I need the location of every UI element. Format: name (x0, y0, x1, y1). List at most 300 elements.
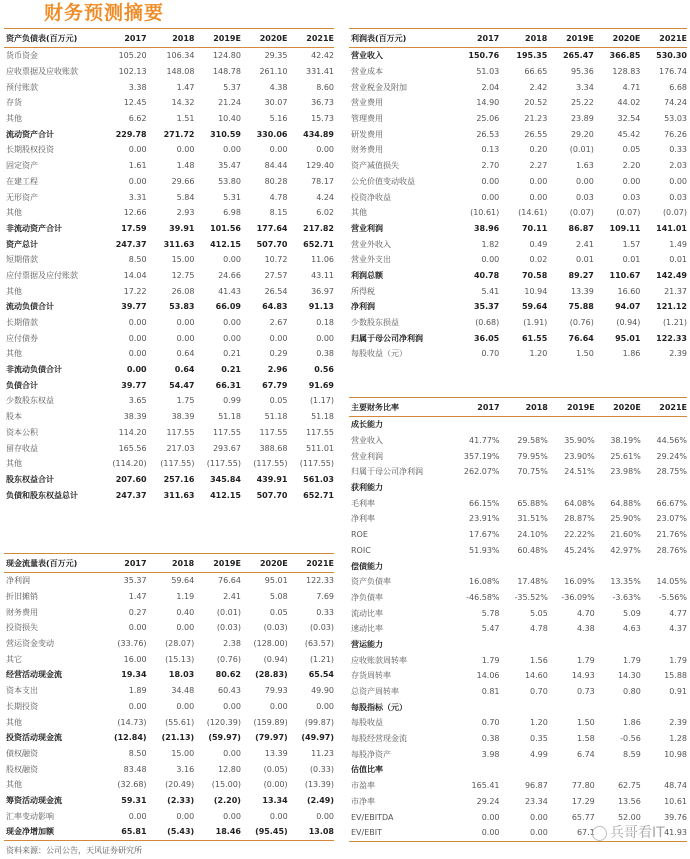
row-label: EV/EBITDA (351, 812, 394, 822)
row-value: 23.89 (570, 114, 594, 124)
row-value: 434.89 (303, 129, 334, 139)
table-row (349, 684, 687, 700)
table-row (4, 299, 334, 315)
row-value (595, 762, 641, 778)
row-value: 43.11 (311, 270, 334, 280)
row-label: 成长能力 (351, 420, 383, 430)
row-value: 652.71 (303, 239, 334, 249)
table-row (4, 472, 334, 488)
table-row (349, 205, 687, 221)
row-label: 毛利率 (351, 498, 375, 508)
table-title: 资产负债表(百万元) (4, 29, 103, 48)
table-row (4, 221, 334, 237)
row-value: 5.37 (223, 82, 241, 92)
row-value: 10.98 (664, 749, 687, 759)
table-row (4, 824, 334, 840)
row-label: 投资净收益 (351, 192, 391, 202)
row-value: 86.87 (568, 223, 594, 233)
row-value: 38.39 (171, 412, 195, 422)
row-value: 117.55 (259, 427, 288, 437)
table-row (4, 699, 334, 715)
row-value: 0.73 (576, 687, 595, 697)
row-value: 0.00 (455, 825, 500, 841)
row-label: 无形资产 (6, 192, 38, 202)
table-row (4, 761, 334, 777)
row-value: 12.45 (123, 98, 147, 108)
section-header-row (349, 558, 687, 574)
row-value: 0.00 (128, 623, 147, 633)
table-row (4, 487, 334, 503)
row-value: (0.01) (569, 145, 594, 155)
row-value: 0.00 (530, 812, 548, 822)
row-value: (5.43) (147, 824, 195, 840)
row-value: 330.06 (256, 129, 288, 139)
row-value: (117.55) (206, 459, 241, 469)
table-row (4, 425, 334, 441)
row-value: 0.00 (481, 176, 500, 186)
row-value: 35.90% (564, 436, 595, 446)
row-value: 66.31 (215, 380, 241, 390)
row-value: 17.59 (121, 223, 147, 233)
row-value: (15.13) (165, 654, 195, 664)
row-label: 营业外支出 (351, 255, 391, 265)
row-value: 51.93% (469, 545, 500, 555)
row-value: 0.00 (622, 176, 641, 186)
row-value (455, 480, 500, 496)
row-value: 247.37 (115, 490, 147, 500)
row-value: 102.13 (118, 67, 147, 77)
row-label: 投资活动现金流 (6, 733, 62, 743)
section-header-row (349, 762, 687, 778)
row-value: 14.93 (571, 671, 595, 681)
table-row (349, 778, 687, 794)
row-value: (0.03) (216, 623, 241, 633)
table-row (349, 346, 687, 362)
row-value: 65.88% (517, 498, 548, 508)
row-value: 91.13 (308, 302, 334, 312)
row-value: (117.55) (160, 459, 195, 469)
row-value: 4.38 (576, 624, 595, 634)
row-value: 2.04 (481, 82, 500, 92)
row-value: (1.91) (523, 318, 548, 328)
row-value: (120.39) (206, 717, 241, 727)
row-value: 17.22 (123, 286, 147, 296)
table-row (4, 126, 334, 142)
table-row (349, 299, 687, 315)
row-value: 0.99 (223, 396, 241, 406)
row-label: 营业成本 (351, 67, 383, 77)
row-value (595, 480, 641, 496)
row-value: 28.87% (564, 514, 595, 524)
row-value: 62.75 (617, 781, 641, 791)
row-value: 94.07 (615, 302, 641, 312)
row-label: 非流动负债合计 (6, 365, 62, 375)
row-value: 34.48 (171, 686, 195, 696)
row-value: (59.97) (208, 733, 241, 743)
row-value: 1.57 (622, 239, 641, 249)
row-value: 17.67% (469, 530, 500, 540)
row-label: EV/EBIT (349, 825, 455, 841)
table-row (4, 79, 334, 95)
row-value (455, 637, 500, 653)
row-value: 12.66 (123, 208, 147, 218)
row-value: 35.37 (123, 576, 147, 586)
row-label: 股权融资 (6, 764, 38, 774)
row-value: 0.00 (269, 811, 288, 821)
table-row (4, 393, 334, 409)
row-value: 8.59 (623, 749, 641, 759)
row-value: (1.17) (309, 396, 334, 406)
row-value: 44.02 (617, 98, 641, 108)
row-value: 13.35% (610, 577, 641, 587)
row-value: 64.88% (610, 498, 641, 508)
row-value: 10.40 (218, 114, 241, 124)
row-value: 511.01 (306, 443, 334, 453)
row-value: 4.38 (269, 82, 288, 92)
row-label: 每股经营现金流 (351, 734, 407, 744)
row-value (641, 699, 687, 715)
row-value: 0.64 (174, 365, 195, 375)
row-value: 80.62 (215, 670, 241, 680)
row-value: 70.75% (517, 467, 548, 477)
year-header: 2019E (194, 554, 241, 573)
row-label: 存货周转率 (351, 671, 391, 681)
row-value: 4.70 (576, 608, 595, 618)
table-header-row (349, 29, 687, 48)
row-value: (1.21) (309, 654, 334, 664)
row-label: 所得税 (351, 286, 375, 296)
row-value: -5.56% (658, 592, 687, 602)
row-value: 6.62 (128, 114, 147, 124)
row-value: 27.57 (264, 270, 288, 280)
table-row (4, 714, 334, 730)
row-value: -3.63% (612, 592, 641, 602)
row-value: 2.70 (481, 161, 500, 171)
row-value: 59.64 (521, 302, 548, 312)
row-label: 营业利润 (351, 451, 383, 461)
row-value: 165.41 (471, 781, 500, 791)
row-value: 0.70 (481, 349, 500, 359)
row-value: 2.20 (622, 161, 641, 171)
row-value: 16.60 (617, 286, 641, 296)
row-value: 122.33 (306, 576, 334, 586)
table-row (4, 111, 334, 127)
row-value: (0.94) (616, 318, 641, 328)
table-row (4, 730, 334, 746)
row-value: 0.00 (223, 811, 241, 821)
row-value: 14.04 (123, 270, 147, 280)
cash-flow-table (4, 553, 334, 841)
table-row (4, 667, 334, 683)
row-value: 91.69 (308, 380, 334, 390)
row-value: 0.00 (223, 748, 241, 758)
row-value: 1.79 (576, 655, 595, 665)
row-value: 0.91 (669, 687, 687, 697)
table-row (349, 464, 687, 480)
row-label: 在建工程 (6, 176, 38, 186)
row-label: 净利润 (351, 302, 375, 312)
table-row (4, 456, 334, 472)
row-value: 95.01 (615, 333, 641, 343)
row-value: 0.00 (223, 145, 241, 155)
row-value: (2.49) (306, 795, 334, 805)
row-value: 10.94 (524, 286, 548, 296)
row-label: 营运能力 (351, 639, 383, 649)
row-value: 64.83 (262, 302, 288, 312)
row-value: 0.27 (128, 607, 147, 617)
table-row (349, 543, 687, 559)
row-value (548, 480, 595, 496)
row-value: 1.28 (669, 734, 687, 744)
row-value: 217.03 (166, 443, 195, 453)
table-row (4, 64, 334, 80)
row-value: 1.20 (529, 349, 548, 359)
row-value: 38.96 (473, 223, 500, 233)
row-value: 0.21 (223, 349, 241, 359)
row-label: 少数股东损益 (351, 318, 399, 328)
section-header-row (349, 637, 687, 653)
row-value: 59.31 (121, 795, 147, 805)
row-value: 0.00 (176, 701, 195, 711)
row-value: 5.31 (223, 192, 241, 202)
row-value (500, 480, 548, 496)
row-value: 0.00 (128, 318, 147, 328)
row-value: 0.00 (529, 176, 548, 186)
row-value: 8.60 (316, 82, 334, 92)
row-value: 0.80 (623, 687, 641, 697)
row-value: 357.19% (463, 451, 500, 461)
row-value: 23.91% (469, 514, 500, 524)
row-value (548, 558, 595, 574)
row-value (595, 558, 641, 574)
row-value: 21.23 (524, 114, 548, 124)
row-value: 1.79 (481, 655, 500, 665)
row-value: 0.13 (481, 145, 500, 155)
row-value: 89.27 (568, 270, 594, 280)
wechat-logo-icon (592, 826, 607, 841)
table-row (4, 604, 334, 620)
table-row (4, 409, 334, 425)
row-value: 2.42 (529, 82, 548, 92)
page-title: 财务预测摘要 (44, 2, 165, 24)
row-value: 0.00 (128, 176, 147, 186)
row-value: 51.18 (311, 412, 334, 422)
row-value: 1.47 (176, 82, 195, 92)
row-value: 39.77 (121, 380, 147, 390)
row-value: 0.00 (128, 333, 147, 343)
row-label: 其他 (351, 208, 367, 218)
row-value: 3.65 (128, 396, 147, 406)
row-value: (55.61) (165, 717, 195, 727)
row-value: 148.08 (166, 67, 195, 77)
row-value: 23.34 (524, 796, 548, 806)
row-value: 0.01 (669, 255, 687, 265)
table-row (349, 511, 687, 527)
row-value: 15.00 (171, 255, 195, 265)
row-value: 18.03 (168, 670, 195, 680)
row-value: 5.47 (481, 624, 500, 634)
row-value: (0.33) (309, 764, 334, 774)
row-value: 13.08 (288, 824, 334, 840)
row-value: 0.00 (128, 701, 147, 711)
table-row (4, 158, 334, 174)
row-value: 2.38 (223, 639, 241, 649)
row-value: 15.73 (311, 114, 334, 124)
row-value: -0.56 (620, 734, 641, 744)
balance-sheet-table (4, 28, 334, 503)
row-value: 142.49 (656, 270, 687, 280)
row-value: 0.00 (176, 811, 195, 821)
row-label: 财务费用 (351, 145, 383, 155)
row-value: 2.96 (267, 365, 288, 375)
row-value: 366.85 (609, 51, 641, 61)
row-value: 4.99 (530, 749, 548, 759)
row-label: 其他 (6, 286, 22, 296)
table-row (4, 440, 334, 456)
row-value: 53.83 (169, 302, 195, 312)
row-value: 1.50 (576, 718, 595, 728)
row-label: 净利润 (6, 576, 30, 586)
row-value: 311.63 (163, 239, 195, 249)
row-value (595, 699, 641, 715)
table-row (4, 808, 334, 824)
row-value: 23.98% (610, 467, 641, 477)
row-value: 117.55 (212, 427, 241, 437)
row-value: 18.46 (194, 824, 241, 840)
row-value: 261.10 (259, 67, 288, 77)
row-value: 0.05 (622, 145, 641, 155)
row-value: 0.00 (269, 701, 288, 711)
year-header: 2018 (500, 398, 548, 417)
row-label: ROE (351, 530, 368, 540)
row-value: 95.36 (570, 67, 594, 77)
row-value: 1.58 (576, 734, 595, 744)
row-value: 0.38 (316, 349, 334, 359)
row-value: 70.11 (521, 223, 548, 233)
row-value: 177.64 (256, 223, 288, 233)
row-value (641, 762, 687, 778)
row-value: 31.51% (517, 514, 548, 524)
row-value: 11.23 (311, 748, 334, 758)
row-value (641, 558, 687, 574)
row-value: 36.73 (311, 98, 334, 108)
row-value: 21.60% (610, 530, 641, 540)
row-value: 0.00 (223, 255, 241, 265)
row-label: 债权融资 (6, 748, 38, 758)
row-value: 1.82 (481, 239, 500, 249)
row-value: 0.03 (622, 192, 641, 202)
row-value: (0.68) (475, 318, 500, 328)
row-value (548, 637, 595, 653)
row-value: 439.91 (256, 474, 288, 484)
row-label: 其他 (6, 114, 22, 124)
row-value: 67.1 (548, 825, 595, 841)
row-value: (32.68) (117, 780, 147, 790)
row-value: (0.05) (263, 764, 288, 774)
row-label: 长期借款 (6, 318, 38, 328)
row-value: 14.60 (524, 671, 548, 681)
table-row (349, 268, 687, 284)
row-value: (0.76) (569, 318, 594, 328)
row-value: 96.87 (524, 781, 548, 791)
row-value (455, 699, 500, 715)
row-value: 14.06 (476, 671, 500, 681)
row-value: 101.56 (210, 223, 241, 233)
row-value: 0.00 (481, 192, 500, 202)
row-value: 24.66 (218, 270, 241, 280)
year-header: 2020E (241, 29, 288, 48)
row-value: 5.09 (623, 608, 641, 618)
row-value: 129.40 (306, 161, 334, 171)
row-value: 4.63 (623, 624, 641, 634)
row-label: 每股收益（元） (351, 349, 407, 359)
row-label: 资产减值损失 (351, 161, 399, 171)
row-value: 0.01 (576, 255, 594, 265)
row-value: 15.00 (171, 748, 195, 758)
row-value: 0.00 (128, 145, 147, 155)
table-row (349, 95, 687, 111)
row-value: 1.63 (576, 161, 594, 171)
row-label: 每股净资产 (351, 749, 391, 759)
table-header-row (4, 554, 334, 573)
row-value: 0.00 (176, 318, 195, 328)
row-value: (95.45) (241, 824, 288, 840)
table-row (349, 221, 687, 237)
row-value: 2.93 (176, 208, 195, 218)
row-value: (15.00) (211, 780, 241, 790)
row-value: 2.39 (669, 718, 687, 728)
row-value: 60.48% (517, 545, 548, 555)
row-label: 营业税金及附加 (351, 82, 407, 92)
row-value: 117.55 (166, 427, 195, 437)
row-value (500, 637, 548, 653)
table-row (4, 683, 334, 699)
row-value: 0.00 (481, 812, 500, 822)
section-header-row (349, 417, 687, 433)
row-value: 1.20 (530, 718, 548, 728)
row-value: 0.00 (223, 333, 241, 343)
table-row (4, 573, 334, 589)
row-value: 0.00 (176, 333, 195, 343)
row-value: 5.16 (269, 114, 288, 124)
row-value: 0.40 (176, 607, 195, 617)
year-header: 2021E (287, 29, 334, 48)
row-value: 26.54 (264, 286, 288, 296)
row-value: 39.77 (121, 302, 147, 312)
table-row (4, 252, 334, 268)
row-value: 4.71 (622, 82, 641, 92)
row-value: 0.00 (269, 333, 288, 343)
row-value: 2.39 (669, 349, 687, 359)
table-row (4, 268, 334, 284)
table-row (349, 48, 687, 64)
row-value: 8.50 (128, 748, 147, 758)
row-value: 0.70 (481, 718, 500, 728)
row-value: 3.34 (576, 82, 594, 92)
year-header: 2020E (594, 29, 641, 48)
table-row (349, 715, 687, 731)
row-value: 3.16 (176, 764, 195, 774)
row-value: 165.56 (118, 443, 147, 453)
row-value: 148.78 (212, 67, 241, 77)
row-label: 利润总额 (351, 270, 383, 280)
row-label: 流动负债合计 (6, 302, 54, 312)
table-row (4, 362, 334, 378)
row-value: 25.06 (476, 114, 500, 124)
row-value: 0.00 (669, 176, 687, 186)
row-value: 1.61 (128, 161, 147, 171)
table-row (4, 346, 334, 362)
